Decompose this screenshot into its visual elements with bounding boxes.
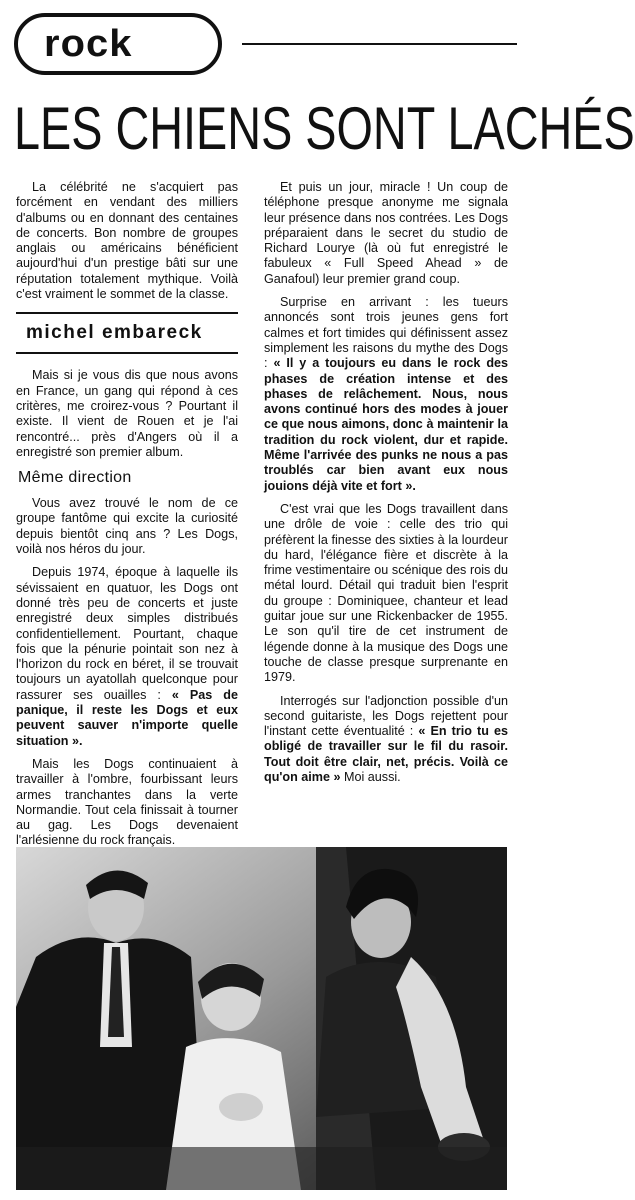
paragraph: Mais si je vous dis que nous avons en France, un gang qui répond à ces critères, me croirez-vous ? Pourtant il existe. Il vient de Rouen et je l'ai rencontré... près d'Angers où il a enregistré son premier album. bbox=[16, 368, 238, 459]
quote-bold: « Il y a toujours eu dans le rock des phases de création intense et des phases de relâchement. Nous, nous avons continué hors des modes à jouer ce que nous aimons, donc à maintenir la tradition du rock violent, dur et rapide. Même l'arrivée des punks ne nous a pas troublés car bien avant eux nous jouions déjà vite et fort ». bbox=[264, 356, 509, 493]
subheading: Même direction bbox=[18, 469, 132, 487]
paragraph-end: Moi aussi. bbox=[343, 769, 401, 784]
author-byline: michel embareck bbox=[26, 322, 203, 344]
article-headline: LES CHIENS SONT LACHÉS bbox=[14, 95, 635, 162]
paragraph: C'est vrai que les Dogs travaillent dans une drôle de voie : celle des trio qui préfèrent la finesse des sixties à la lourdeur du hard, l'élégance fière et discrète à la frime vestimentaire ou scénique des rois du métal lourd. Détail qui traduit bien l'esprit du groupe : Dominiquee, chanteur et lead guitar joue sur une Rickenbacker de 1955. Le son qu'il tire de cet instrument de légende donne à la musique des Dogs une touche de classe presque surprenante en 1979. bbox=[264, 501, 508, 685]
section-rubric-label: rock bbox=[44, 23, 133, 65]
paragraph: Vous avez trouvé le nom de ce groupe fantôme qui excite la curiosité depuis bientôt cinq ans ? Les Dogs, voilà nos héros du jour. bbox=[16, 496, 238, 557]
quote-bold: « Pas de panique, il reste les Dogs et eux peuvent sauver n'importe quelle situation ». bbox=[16, 687, 238, 748]
section-rubric-badge bbox=[14, 13, 222, 75]
paragraph: Mais les Dogs continuaient à travailler à l'ombre, fourbissant leurs armes tranchantes dans la verte Normandie. Tout cela finissait à tourner au gag. Les Dogs devenaient l'arlésienne du rock français. bbox=[16, 756, 238, 848]
left-column bbox=[16, 180, 238, 857]
paragraph: Et puis un jour, miracle ! Un coup de téléphone presque anonyme me signala leur présence dans nos contrées. Les Dogs préparaient dans le secret du studio de Richard Lourye (là où fut enregistré le fabuleux « Full Speed Ahead » de Ganafoul) leur premier grand coup. bbox=[264, 180, 508, 286]
paragraph-text: Surprise en arrivant : les tueurs annoncés sont trois jeunes gens fort calmes et fort timides qui définissent assez simplement les raisons du mythe des Dogs : bbox=[264, 295, 508, 371]
paragraph-intro: La célébrité ne s'acquiert pas forcément en vendant des milliers d'albums ou en donnant des centaines de concerts. Bon nombre de groupes anglais ou américains bénéficient aujourd'hui d'un prestige bâti sur une réputation totalement mythique. Voilà c'est vraiment le sommet de la classe. bbox=[16, 180, 238, 302]
paragraph bbox=[264, 295, 508, 494]
paragraph-text: Depuis 1974, époque à laquelle ils sévissaient en quatuor, les Dogs ont donné très peu de concerts et juste enregistré deux simples distribués confidentiellement. Pourtant, chaque fois que la pénurie pointait son nez à l'horizon du rock en béret, il se trouvait toujours un ayatollah quelconque pour rassurer ses ouailles : bbox=[16, 565, 238, 702]
paragraph bbox=[16, 565, 238, 749]
right-column bbox=[264, 180, 508, 793]
paragraph-text: Interrogés sur l'adjonction possible d'un second guitariste, les Dogs rejettent pour l'instant cette éventualité : bbox=[264, 693, 508, 739]
header-rule bbox=[242, 43, 517, 45]
band-photo bbox=[16, 847, 507, 1190]
paragraph bbox=[264, 694, 508, 786]
band-photo-illustration bbox=[16, 847, 507, 1190]
byline-box bbox=[16, 312, 238, 354]
quote-bold: « En trio tu es obligé de travailler sur le fil du rasoir. Tout doit être clair, net, précis. Voilà ce qu'on aime » bbox=[264, 724, 508, 784]
